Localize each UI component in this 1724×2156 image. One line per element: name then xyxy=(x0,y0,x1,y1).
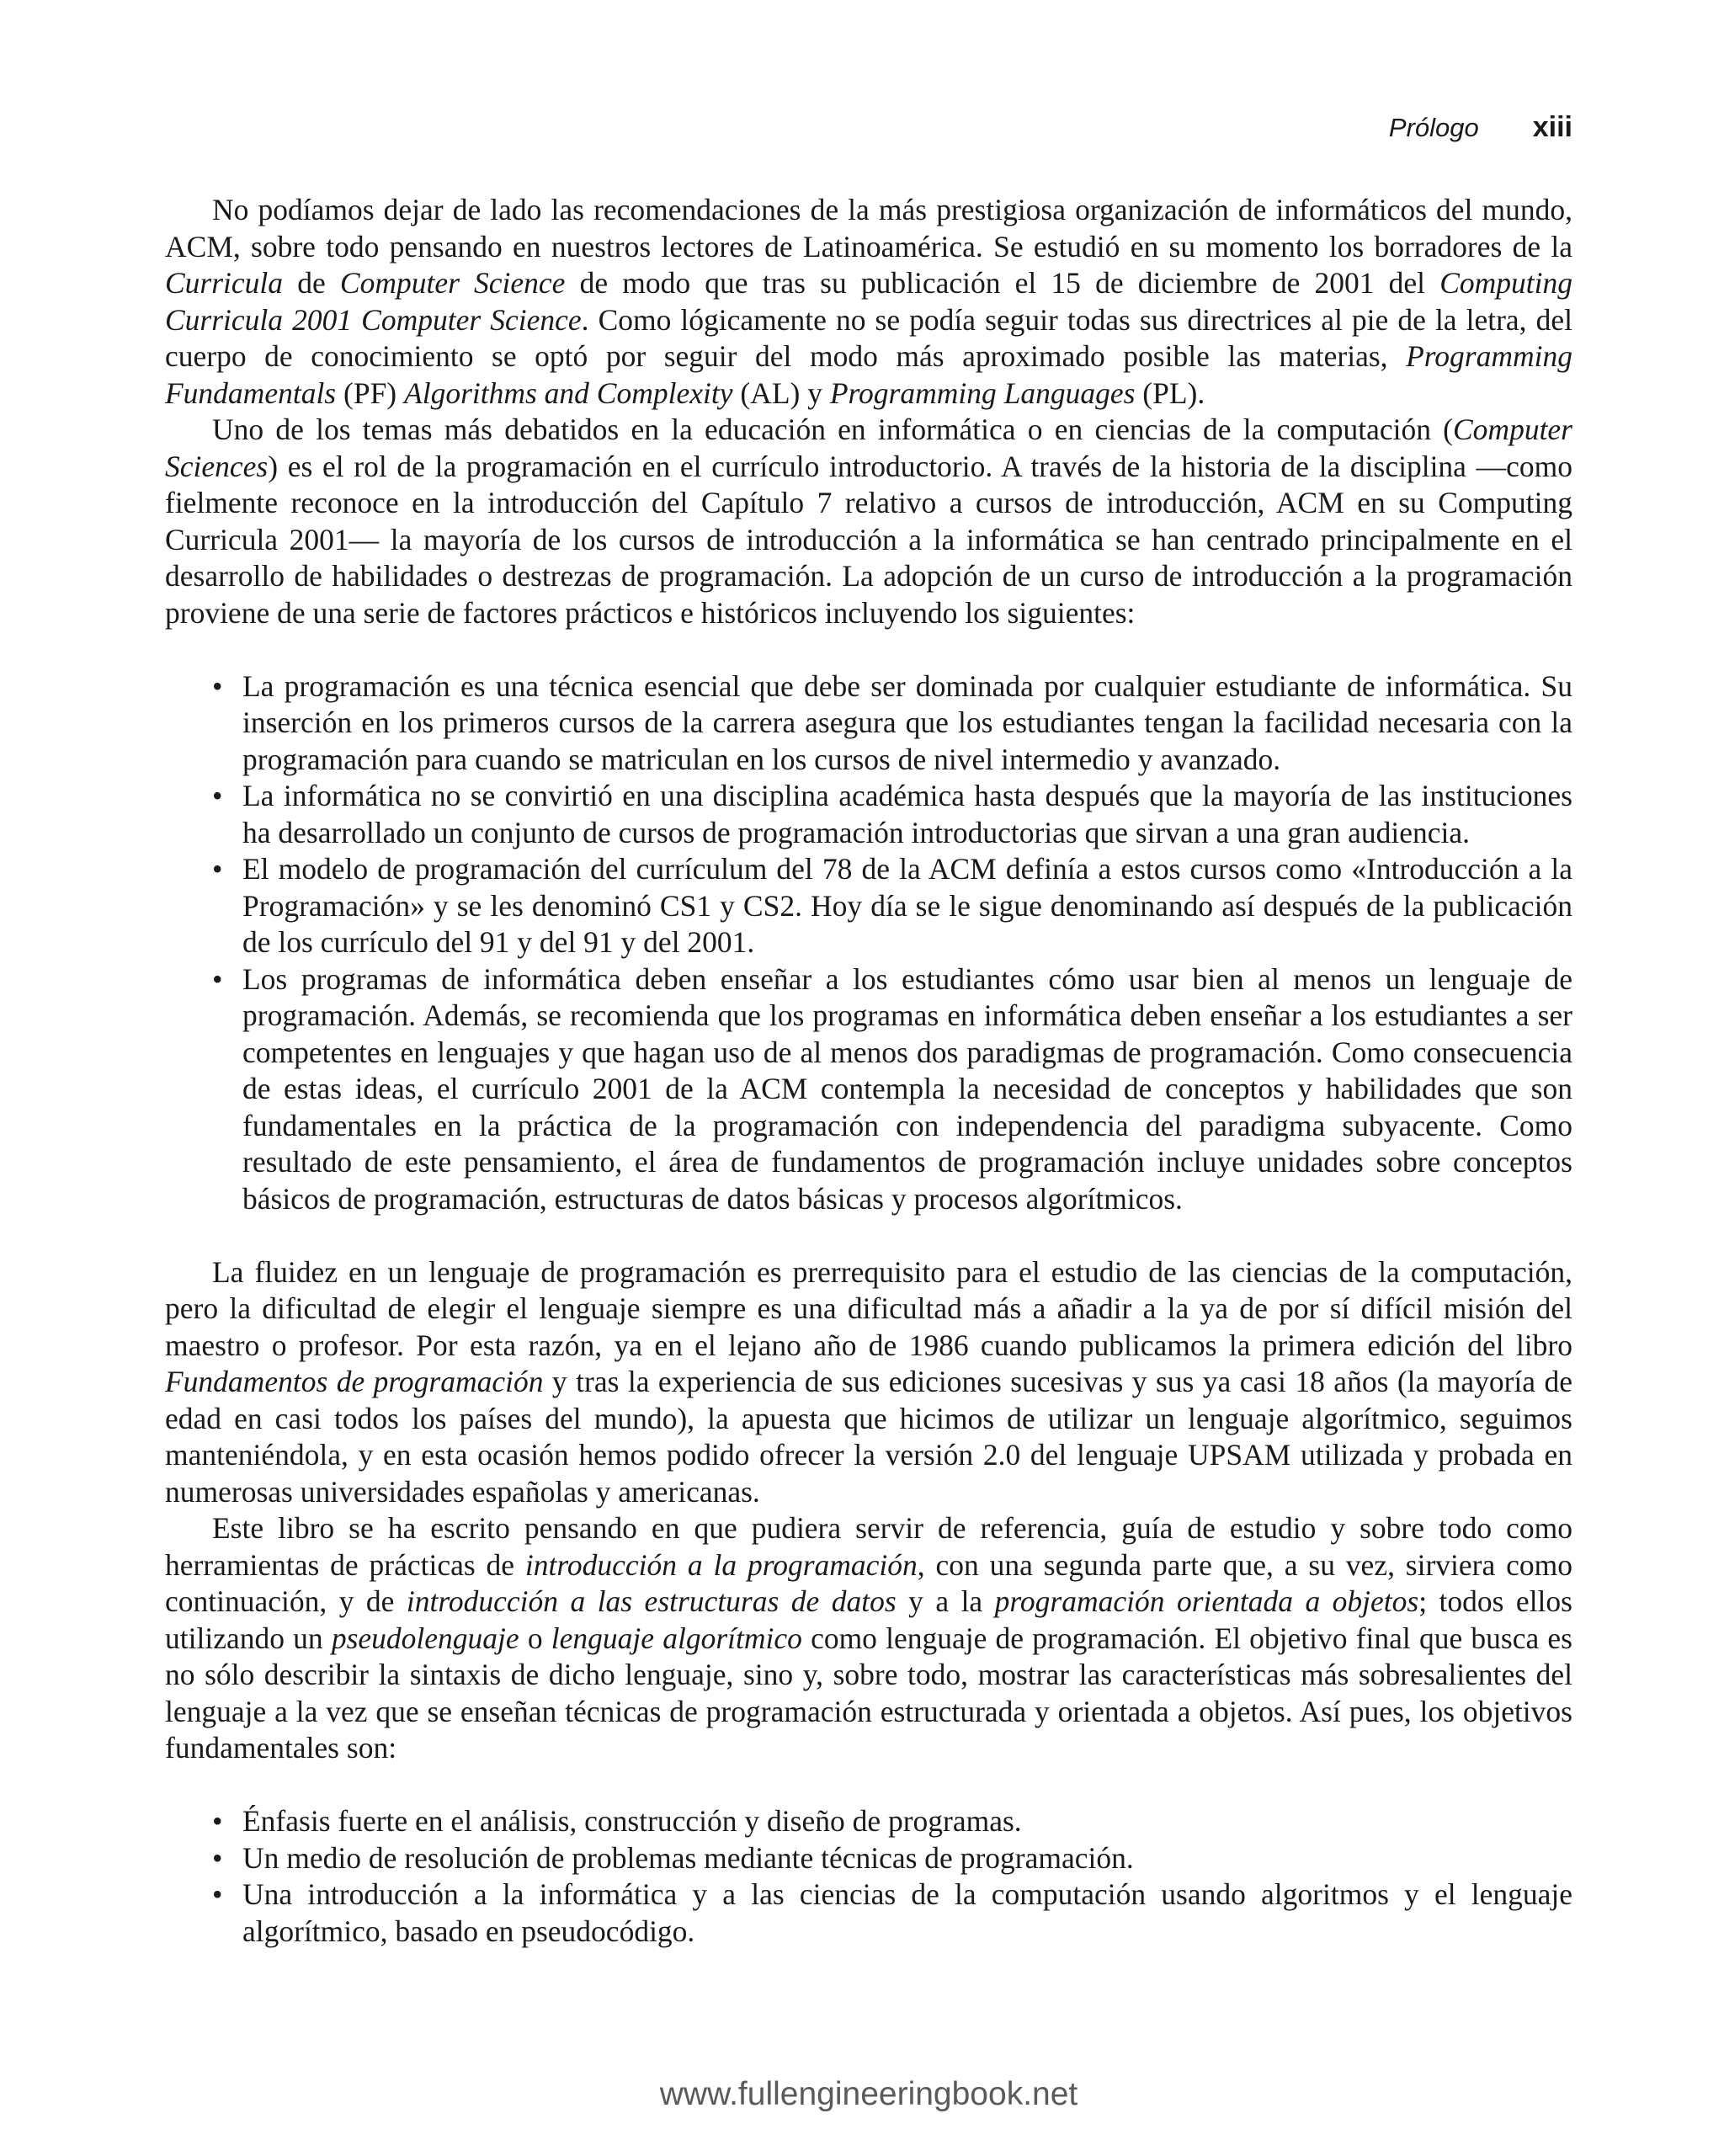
text: Este libro se ha escrito pensando en que pudiera servir de referencia, guía de estudio y sobre todo como herramientas de prácticas de xyxy=(165,1511,1572,1582)
objectives-list xyxy=(165,1803,1572,1950)
spacer xyxy=(165,1767,1572,1804)
paragraph-language-fluency xyxy=(165,1254,1572,1511)
list-item-text: Los programas de informática deben enseñar a los estudiantes cómo usar bien al menos un lenguaje de programación. Además, se recomienda que los programas en informática deben enseñar a los estudiantes a ser competentes en lenguajes y que hagan uso de al menos dos paradigmas de programación. Como consecuencia de estas ideas, el currículo 2001 de la ACM contempla la necesidad de conceptos y habilidades que son fundamentales en la práctica de la programación con independencia del paradigma subyacente. Como resultado de este pensamiento, el área de fundamentos de programación incluye unidades sobre conceptos básicos de programación, estructuras de datos básicas y procesos algorítmicos. xyxy=(242,961,1572,1216)
header-section-title: Prólogo xyxy=(1388,113,1479,142)
list-item-text: La programación es una técnica esencial que debe ser dominada por cualquier estudiante de informática. Su inserción en los primeros cursos de la carrera asegura que los estudiantes tengan la facilidad necesaria con la programación para cuando se matriculan en los cursos de nivel intermedio y avanzado. xyxy=(242,668,1572,776)
text: No podíamos dejar de lado las recomendaciones de la más prestigiosa organización de informáticos del mundo, ACM, sobre todo pensando en nuestros lectores de Latinoamérica. Se estudió en su momento los borradores de la xyxy=(165,193,1572,264)
italic-term: Fundamentos de programación xyxy=(165,1365,544,1398)
italic-term: Computer Science xyxy=(339,266,566,300)
italic-term: Algorithms and Complexity xyxy=(404,375,733,410)
list-item-text: La informática no se convirtió en una disciplina académica hasta después que la mayoría de las instituciones ha desarrollado un conjunto de cursos de programación introductorias que sirvan a una gran audiencia. xyxy=(242,779,1572,849)
text: (PL). xyxy=(1135,375,1205,410)
text: La fluidez en un lenguaje de programación es prerrequisito para el estudio de las ciencias de la computación, pero la dificultad de elegir el lenguaje siempre es una dificultad más a añadir a la ya de por sí difícil misión del maestro o profesor. Por esta razón, ya en el lejano año de 1986 cuando publicamos la primera edición del libro xyxy=(165,1254,1572,1362)
text: y a la xyxy=(896,1584,995,1618)
italic-term: Computer Sciences xyxy=(165,413,1572,483)
bullet-icon: • xyxy=(212,668,223,703)
text: ; todos ellos utilizando un xyxy=(165,1584,1572,1655)
list-item xyxy=(165,851,1572,961)
text: y tras la experiencia de sus ediciones sucesivas y sus ya casi 18 años (la mayoría de edad en casi todos los países del mundo), la apuesta que hicimos de utilizar un lenguaje algorítmico, seguimos manteniéndola, y en esta ocasión hemos podido ofrecer la versión 2.0 del lenguaje UPSAM utilizada y probada en numerosas universidades españolas y americanas. xyxy=(165,1365,1572,1509)
text: de xyxy=(283,266,340,300)
bullet-icon: • xyxy=(212,1877,223,1911)
text: como lenguaje de programación. El objetivo final que busca es no sólo describir la sintaxis de dicho lenguaje, sino y, sobre todo, mostrar las características más sobresalientes del lenguaje a la vez que se enseñan técnicas de programación estructurada y orientada a objetos. Así pues, los objetivos fundamentales son: xyxy=(165,1621,1572,1765)
bullet-icon: • xyxy=(212,961,223,996)
list-item xyxy=(165,1840,1572,1877)
bullet-icon: • xyxy=(212,1804,223,1838)
bullet-icon: • xyxy=(212,779,223,812)
italic-term: Programming Languages xyxy=(829,375,1136,410)
text: . Como lógicamente no se podía seguir todas sus directrices al pie de la letra, del cuerpo de conocimiento se optó por seguir del modo más aproximado posible las materias, xyxy=(165,302,1572,373)
page-body xyxy=(165,192,1572,1950)
list-item-text: El modelo de programación del currículum del 78 de la ACM definía a estos cursos como «Introducción a la Programación» y se les denominó CS1 y CS2. Hoy día se le sigue denominando así después de la publicación de los currículo del 91 y del 91 y del 2001. xyxy=(242,852,1572,959)
text: ) es el rol de la programación en el currículo introductorio. A través de la historia de la disciplina —como fielmente reconoce en la introducción del Capítulo 7 relativo a cursos de introducción, ACM en su Computing Curricula 2001— la mayoría de los cursos de introducción a la informática se han centrado principalmente en el desarrollo de habilidades o destrezas de programación. La adopción de un curso de introducción a la programación proviene de una serie de factores prácticos e históricos incluyendo los siguientes: xyxy=(165,449,1572,630)
text: o xyxy=(519,1621,551,1655)
bullet-icon: • xyxy=(212,852,223,886)
italic-term: introducción a la programación xyxy=(524,1547,918,1582)
text: (PF) xyxy=(336,375,405,410)
italic-term: programación orientada a objetos xyxy=(994,1584,1419,1618)
spacer xyxy=(165,631,1572,668)
list-item-text: Un medio de resolución de problemas mediante técnicas de programación. xyxy=(242,1840,1134,1875)
italic-term: pseudolenguaje xyxy=(331,1621,519,1655)
italic-term: introducción a las estructuras de datos xyxy=(406,1584,897,1618)
running-header xyxy=(1389,111,1572,144)
list-item xyxy=(165,961,1572,1218)
paragraph-programming-role xyxy=(165,412,1572,631)
list-item xyxy=(165,1877,1572,1950)
italic-term: lenguaje algorítmico xyxy=(551,1621,802,1655)
text: (AL) y xyxy=(732,375,830,410)
text: Uno de los temas más debatidos en la educación en informática o en ciencias de la computación ( xyxy=(212,413,1453,446)
page-number: xiii xyxy=(1532,111,1572,143)
factors-list xyxy=(165,668,1572,1218)
paragraph-book-purpose xyxy=(165,1510,1572,1767)
list-item-text: Énfasis fuerte en el análisis, construcción y diseño de programas. xyxy=(242,1804,1022,1838)
text: , con una segunda parte que, a su vez, sirviera como continuación, y de xyxy=(165,1547,1572,1618)
bullet-icon: • xyxy=(212,1840,223,1875)
text: de modo que tras su publicación el 15 de diciembre de 2001 del xyxy=(565,266,1440,300)
watermark-url: www.fullengineeringbook.net xyxy=(659,2076,1078,2112)
spacer xyxy=(165,1217,1572,1254)
list-item xyxy=(165,668,1572,779)
italic-term: Computing Curricula 2001 Computer Science xyxy=(165,266,1573,337)
list-item xyxy=(165,778,1572,851)
list-item-text: Una introducción a la informática y a las ciencias de la computación usando algoritmos y el lenguaje algorítmico, basado en pseudocódigo. xyxy=(242,1877,1572,1948)
italic-term: Programming Fundamentals xyxy=(165,339,1572,410)
list-item xyxy=(165,1803,1572,1840)
book-page xyxy=(165,0,1572,2156)
italic-term: Curricula xyxy=(165,266,284,300)
paragraph-acm-recommendations xyxy=(165,192,1572,412)
